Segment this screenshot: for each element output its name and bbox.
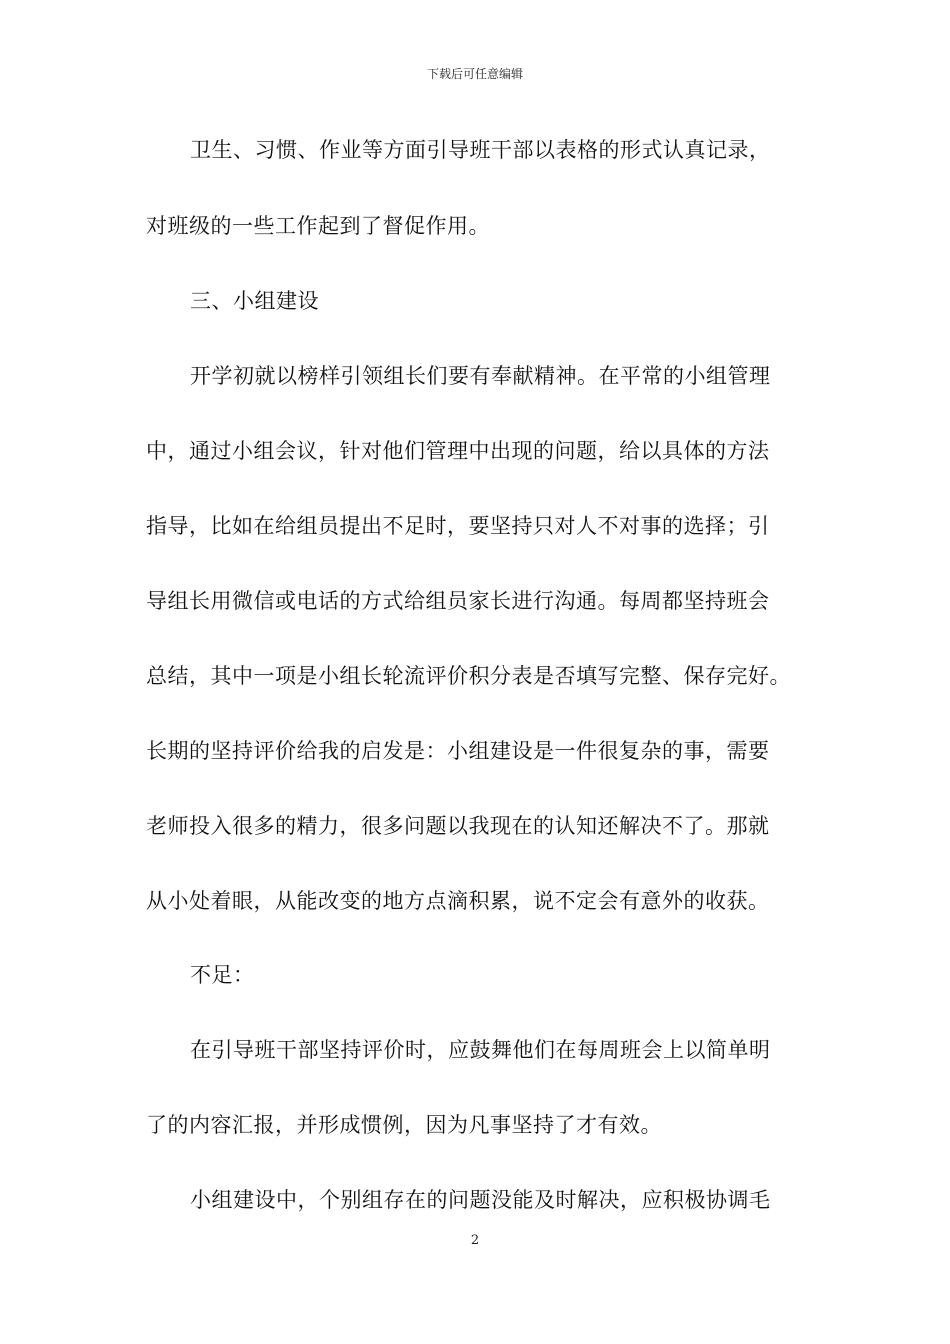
page-number: 2 <box>470 1233 480 1248</box>
section-heading: 三、小组建设 <box>190 289 319 313</box>
subheading-shortcomings: 不足： <box>190 963 255 987</box>
body-line-10: 老师投入很多的精力，很多问题以我现在的认知还解决不了。那就 <box>146 814 770 838</box>
body-line-14: 了的内容汇报，并形成惯例，因为凡事坚持了才有效。 <box>146 1113 662 1137</box>
body-line-4: 开学初就以榜样引领组长们要有奉献精神。在平常的小组管理 <box>190 364 771 388</box>
body-line-9: 长期的坚持评价给我的启发是：小组建设是一件很复杂的事，需要 <box>146 739 770 763</box>
body-line-15: 小组建设中，个别组存在的问题没能及时解决，应积极协调毛 <box>190 1188 771 1212</box>
body-line-5: 中，通过小组会议，针对他们管理中出现的问题，给以具体的方法 <box>146 439 770 463</box>
body-line-6: 指导，比如在给组员提出不足时，要坚持只对人不对事的选择；引 <box>146 514 770 538</box>
body-line-8: 总结，其中一项是小组长轮流评价积分表是否填写完整、保存完好。 <box>146 664 791 688</box>
page-header: 下载后可任意编辑 <box>426 67 523 81</box>
body-line-2: 对班级的一些工作起到了督促作用。 <box>146 214 490 238</box>
body-line-13: 在引导班干部坚持评价时，应鼓舞他们在每周班会上以简单明 <box>190 1038 771 1062</box>
body-line-1: 卫生、习惯、作业等方面引导班干部以表格的形式认真记录， <box>190 138 771 162</box>
body-line-7: 导组长用微信或电话的方式给组员家长进行沟通。每周都坚持班会 <box>146 589 770 613</box>
body-line-11: 从小处着眼，从能改变的地方点滴积累，说不定会有意外的收获。 <box>146 889 770 913</box>
